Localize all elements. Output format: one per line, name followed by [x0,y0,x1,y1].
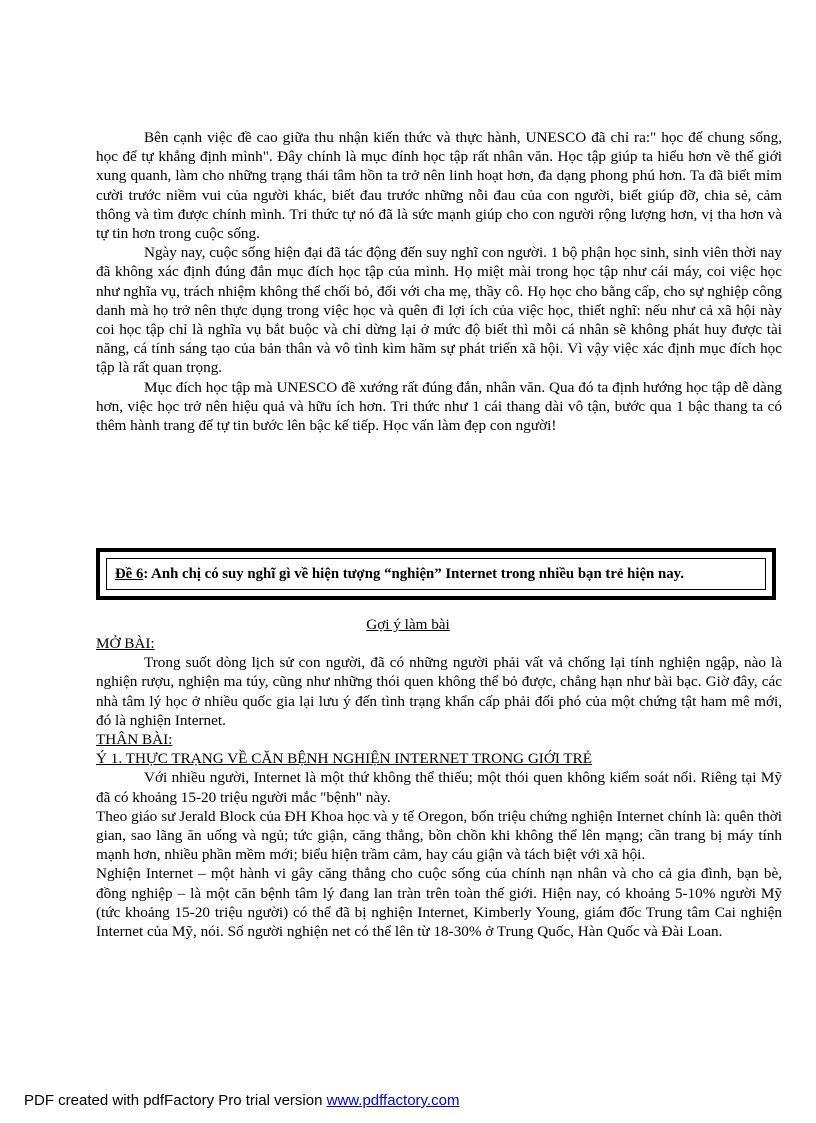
footer-text: PDF created with pdfFactory Pro trial version [24,1092,327,1109]
essay-outline [96,634,782,941]
hint-title: Gợi ý làm bài [366,616,450,633]
than-bai-subheading: Ý 1. THỰC TRẠNG VỀ CĂN BỆNH NGHIỆN INTERNET TRONG GIỚI TRẺ [96,750,593,768]
than-bai-paragraph-1: Với nhiều người, Internet là một thứ không thể thiếu; một thói quen không kiểm soát nổi. Riêng tại Mỹ đã có khoảng 15-20 triệu người mắc "bệnh" này. [96,769,782,806]
topic-box [96,548,776,600]
intro-paragraph-1: Bên cạnh việc đề cao giữa thu nhận kiến thức và thực hành, UNESCO đã chỉ ra:" học để chung sống, học để tự khẳng định mình". Đây chính là mục đính học tập rất nhân văn. Học tập giúp ta hiểu hơn về thế giới xung quanh, làm cho những trạng thái tâm hồn ta trở nên linh hoạt hơn, đa dạng phong phú hơn. Ta đã biết mỉm cười trước niềm vui của người khác, biết đau trước những nỗi đau của con người, biết giúp đỡ, chia sẻ, cảm thông và tìm được chính mình. Tri thức tự nó đã là sức mạnh giúp cho con người rộng lượng hơn, vị tha hơn và tự tin hơn trong cuộc sống. [96,129,782,243]
topic-number: Đề 6 [115,565,144,582]
footer-link[interactable]: www.pdffactory.com [326,1092,460,1109]
intro-section [96,128,782,435]
than-bai-paragraph-2: Theo giáo sư Jerald Block của ĐH Khoa học và y tế Oregon, bốn triệu chứng nghiện Internet chính là: quên thời gian, sao lãng ăn uống và ngủ; tức giận, căng thẳng, bồn chồn khi không thể lên mạng; cần trang bị máy tính mạnh hơn, nhiều phần mềm mới; biểu hiện trầm cảm, hay cáu giận và tách biệt với xã hội. [96,807,782,864]
mo-bai-text: Trong suốt dòng lịch sử con người, đã có những người phải vất vả chống lại tính nghiện ngập, nào là nghiện rượu, nghiện ma túy, cũng như những thói quen không thể bỏ được, chẳng hạn như bài bạc. Giờ đây, các nhà tâm lý học ở nhiều quốc gia lại lưu ý đến tình trạng khẩn cấp phải đối phó của một chứng tật ham mê mới, đó là nghiện Internet. [96,654,782,729]
topic-text: : Anh chị có suy nghĩ gì về hiện tượng “nghiện” Internet trong nhiều bạn trẻ hiện nay. [143,565,684,582]
pdf-footer [24,1092,459,1109]
intro-paragraph-2: Ngày nay, cuộc sống hiện đại đã tác động đến suy nghĩ con người. 1 bộ phận học sinh, sinh viên thời nay đã không xác định đúng đắn mục đích học tập của mình. Họ miệt mài trong học tập như cái máy, coi việc học như nghĩa vụ, trách nhiệm không thể chối bỏ, đối với cha mẹ, thầy cô. Họ học cho bằng cấp, cho sự nghiệp công danh mà họ trở nên thực dụng trong việc học và quên đi lợi ích của việc học, thiết nghĩ: nếu như cả xã hội này coi học tập chỉ là nghĩa vụ bắt buộc và chỉ dừng lại ở mức độ biết thì mỗi cá nhân sẽ không phát huy được tài năng, cá tính sáng tạo của bản thân và vô tình kìm hãm sự phát triển xã hội. Vì vậy việc xác định mục đích học tập là rất quan trọng. [96,244,782,377]
mo-bai-heading: MỞ BÀI: [96,635,155,652]
than-bai-paragraph-3: Nghiện Internet – một hành vi gây căng thẳng cho cuộc sống của chính nạn nhân và cho cả gia đình, bạn bè, đồng nghiệp – là một căn bệnh tâm lý đang lan tràn trên toàn thế giới. Hiện nay, có khoảng 5-10% người Mỹ (tức khoảng 15-20 triệu người) có thể đã bị nghiện Internet, Kimberly Young, giám đốc Trung tâm Cai nghiện Internet của Mỹ, nói. Số người nghiện net có thể lên từ 18-30% ở Trung Quốc, Hàn Quốc và Đài Loan. [96,865,782,941]
than-bai-heading: THÂN BÀI: [96,731,173,749]
topic-box-inner [106,558,766,590]
intro-paragraph-3: Mục đích học tập mà UNESCO đề xướng rất đúng đắn, nhân văn. Qua đó ta định hướng học tập dễ dàng hơn, việc học trở nên hiệu quả và hữu ích hơn. Tri thức như 1 cái thang dài vô tận, bước qua 1 bậc thang ta có thêm hành trang để tự tin bước lên bậc kế tiếp. Học vấn làm đẹp con người! [96,378,782,435]
